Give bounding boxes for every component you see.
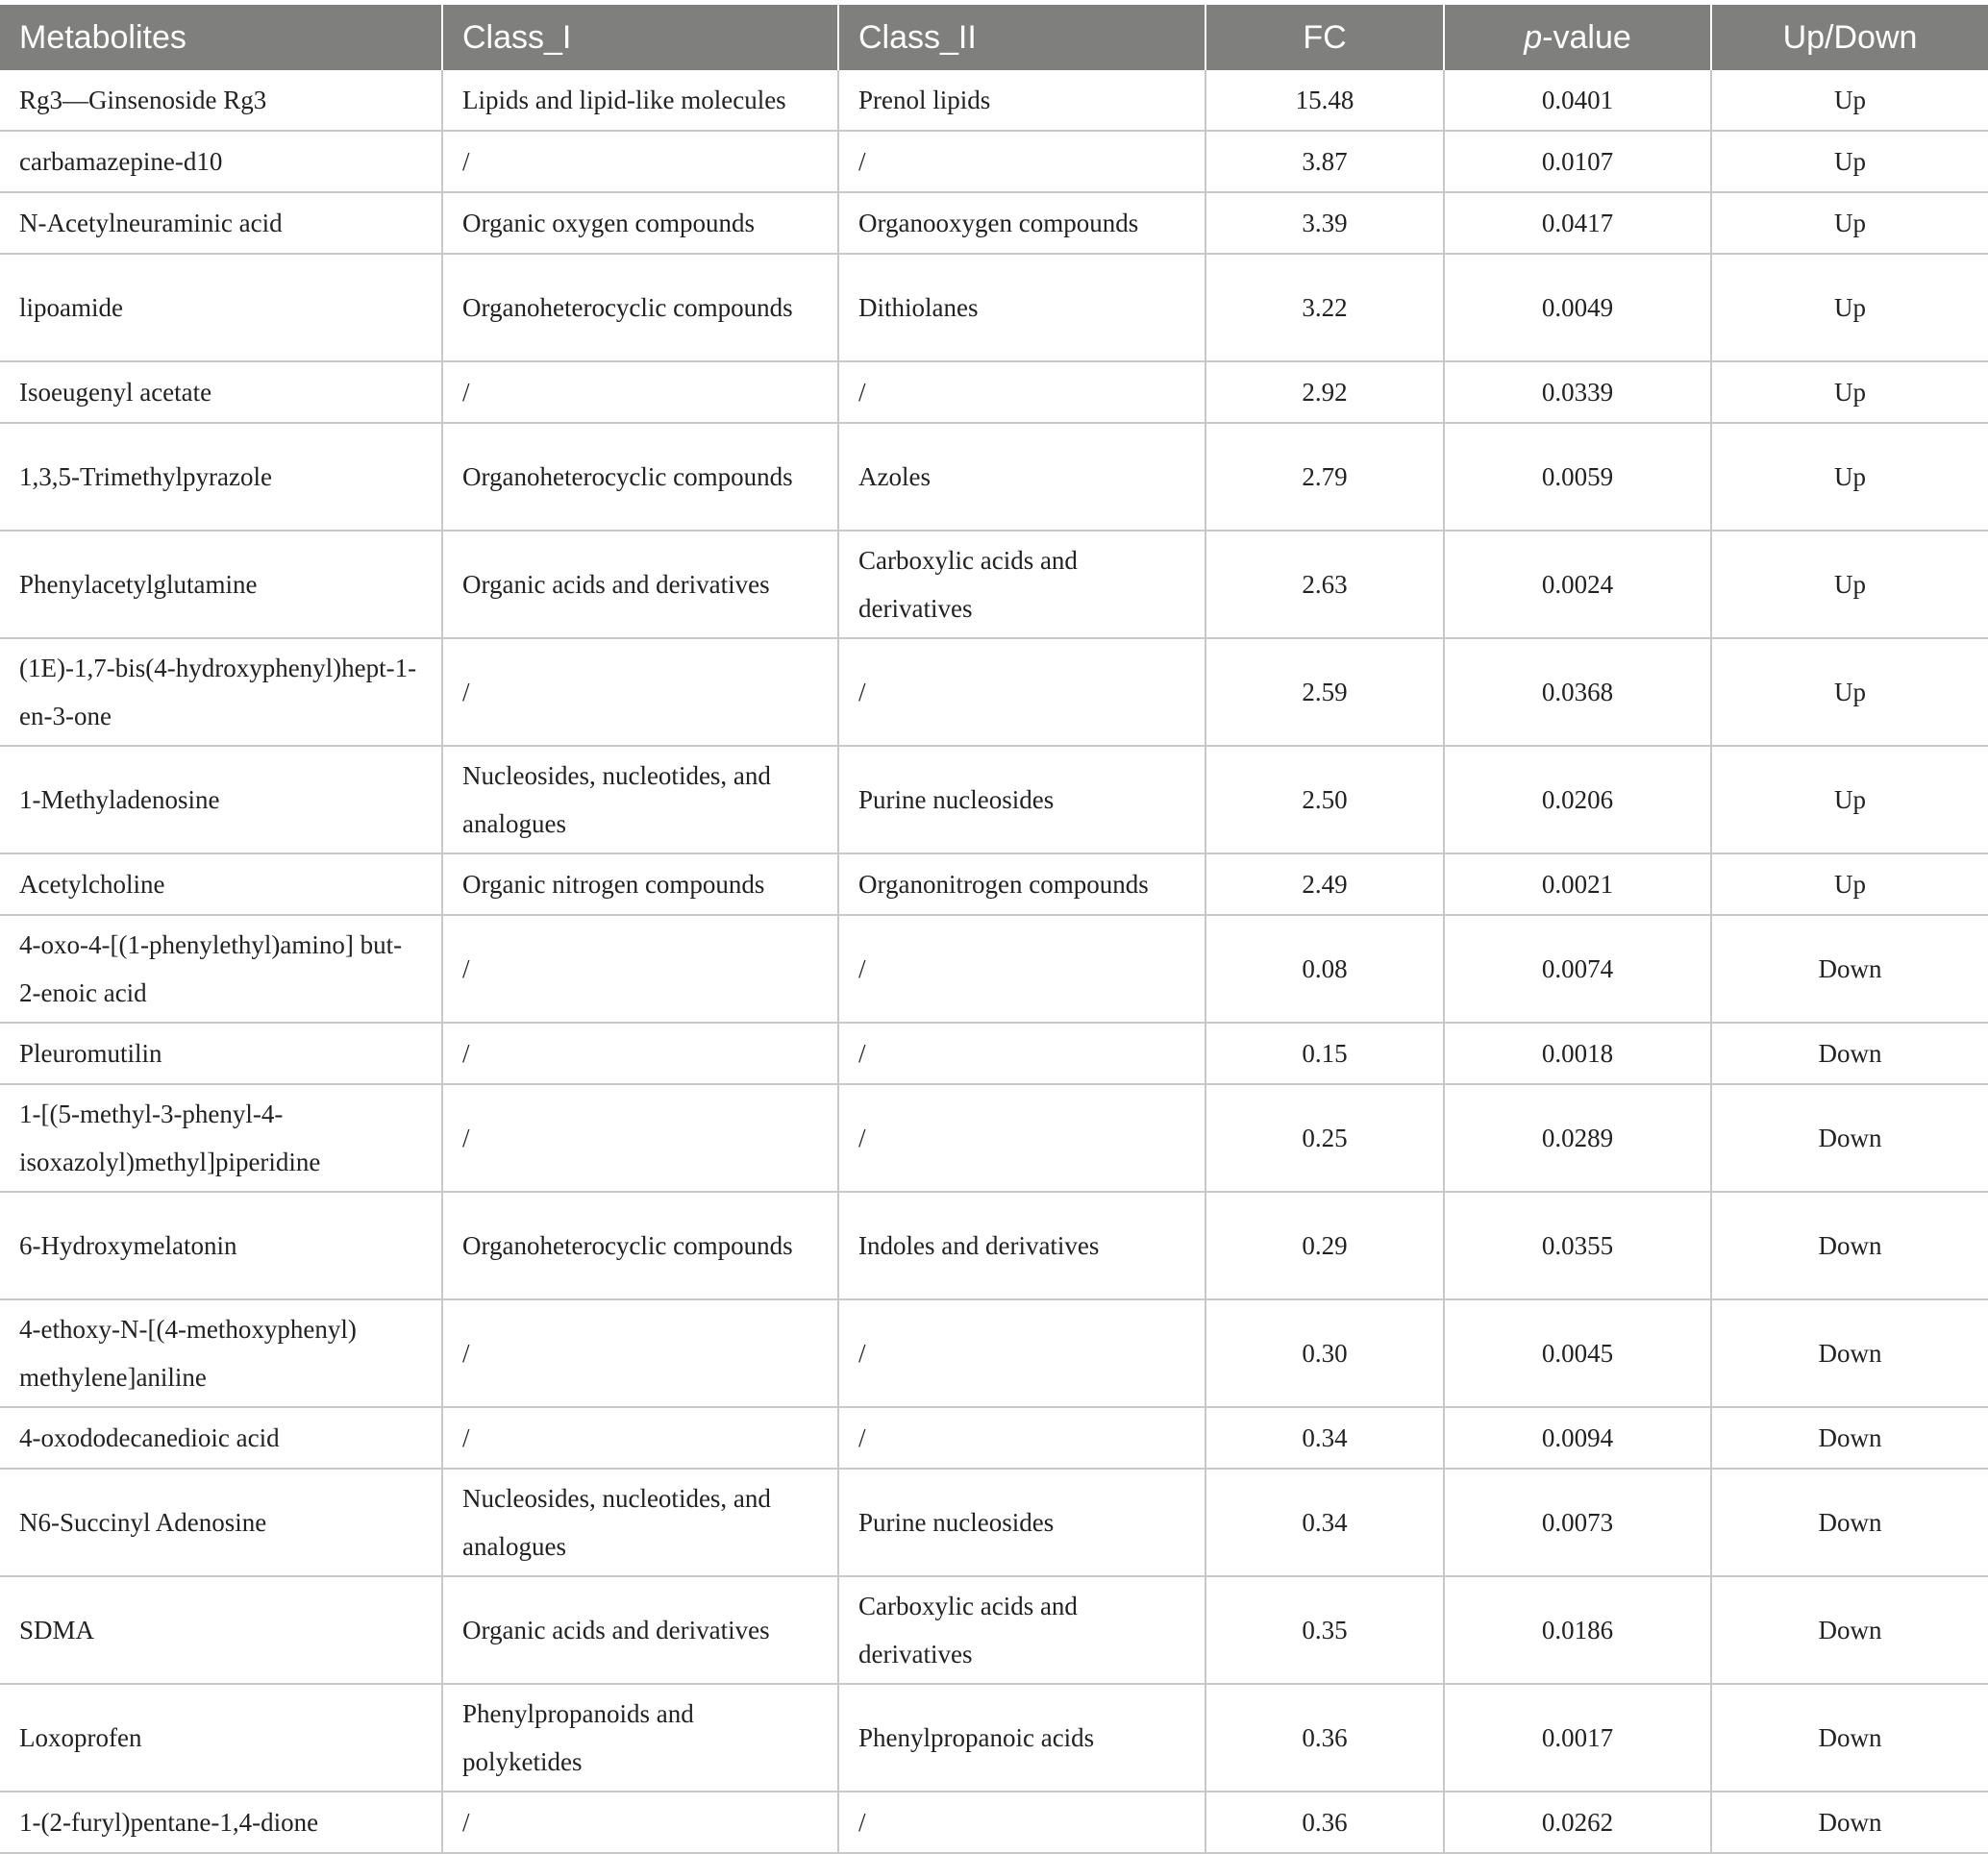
cell-metabolite: lipoamide bbox=[0, 254, 442, 361]
cell-up-down: Down bbox=[1711, 1576, 1988, 1684]
cell-p-value: 0.0021 bbox=[1444, 853, 1711, 915]
cell-up-down: Up bbox=[1711, 423, 1988, 531]
cell-p-value: 0.0339 bbox=[1444, 361, 1711, 423]
cell-class-i: / bbox=[442, 1084, 838, 1192]
cell-up-down: Up bbox=[1711, 361, 1988, 423]
cell-p-value: 0.0049 bbox=[1444, 254, 1711, 361]
cell-metabolite: 4-oxo-4-[(1-phenylethyl)amino] but-2-enoic acid bbox=[0, 915, 442, 1023]
cell-class-ii: Purine nucleosides bbox=[838, 746, 1205, 853]
table-row bbox=[0, 1792, 1988, 1853]
header-class-ii: Class_II bbox=[838, 5, 1205, 70]
cell-class-i: / bbox=[442, 1299, 838, 1407]
cell-up-down: Up bbox=[1711, 746, 1988, 853]
cell-fc: 2.50 bbox=[1205, 746, 1444, 853]
cell-fc: 0.34 bbox=[1205, 1407, 1444, 1469]
table-row bbox=[0, 192, 1988, 254]
cell-fc: 3.39 bbox=[1205, 192, 1444, 254]
table-row bbox=[0, 1299, 1988, 1407]
cell-p-value: 0.0417 bbox=[1444, 192, 1711, 254]
cell-class-i: / bbox=[442, 638, 838, 746]
cell-up-down: Down bbox=[1711, 1192, 1988, 1299]
cell-metabolite: 4-ethoxy-N-[(4-methoxyphenyl) methylene]aniline bbox=[0, 1299, 442, 1407]
cell-metabolite: 4-oxododecanedioic acid bbox=[0, 1407, 442, 1469]
cell-class-i: / bbox=[442, 915, 838, 1023]
cell-class-ii: Dithiolanes bbox=[838, 254, 1205, 361]
table-row bbox=[0, 746, 1988, 853]
cell-up-down: Down bbox=[1711, 915, 1988, 1023]
header-fc: FC bbox=[1205, 5, 1444, 70]
cell-class-i: / bbox=[442, 1792, 838, 1853]
cell-class-ii: Phenylpropanoic acids bbox=[838, 1684, 1205, 1792]
table-row bbox=[0, 131, 1988, 192]
metabolites-table-container bbox=[0, 5, 1988, 1854]
cell-class-ii: / bbox=[838, 361, 1205, 423]
cell-metabolite: carbamazepine-d10 bbox=[0, 131, 442, 192]
cell-class-ii: Organooxygen compounds bbox=[838, 192, 1205, 254]
cell-up-down: Down bbox=[1711, 1407, 1988, 1469]
cell-metabolite: 1-[(5-methyl-3-phenyl-4-isoxazolyl)methyl]piperidine bbox=[0, 1084, 442, 1192]
cell-metabolite: N6-Succinyl Adenosine bbox=[0, 1469, 442, 1576]
cell-metabolite: Phenylacetylglutamine bbox=[0, 531, 442, 638]
header-p-value bbox=[1444, 5, 1711, 70]
table-body bbox=[0, 70, 1988, 1853]
cell-fc: 2.79 bbox=[1205, 423, 1444, 531]
cell-up-down: Up bbox=[1711, 70, 1988, 131]
cell-p-value: 0.0401 bbox=[1444, 70, 1711, 131]
cell-p-value: 0.0045 bbox=[1444, 1299, 1711, 1407]
cell-up-down: Up bbox=[1711, 853, 1988, 915]
cell-class-i: / bbox=[442, 361, 838, 423]
cell-fc: 15.48 bbox=[1205, 70, 1444, 131]
cell-up-down: Up bbox=[1711, 638, 1988, 746]
cell-fc: 0.34 bbox=[1205, 1469, 1444, 1576]
cell-class-ii: Azoles bbox=[838, 423, 1205, 531]
header-p-italic: p bbox=[1524, 18, 1543, 56]
table-row bbox=[0, 70, 1988, 131]
table-row bbox=[0, 1576, 1988, 1684]
cell-class-i: / bbox=[442, 1407, 838, 1469]
cell-class-ii: Prenol lipids bbox=[838, 70, 1205, 131]
cell-fc: 0.08 bbox=[1205, 915, 1444, 1023]
cell-up-down: Up bbox=[1711, 531, 1988, 638]
cell-p-value: 0.0018 bbox=[1444, 1023, 1711, 1084]
cell-metabolite: Isoeugenyl acetate bbox=[0, 361, 442, 423]
cell-up-down: Down bbox=[1711, 1299, 1988, 1407]
header-metabolites: Metabolites bbox=[0, 5, 442, 70]
cell-metabolite: Acetylcholine bbox=[0, 853, 442, 915]
cell-fc: 0.35 bbox=[1205, 1576, 1444, 1684]
cell-class-ii: Organonitrogen compounds bbox=[838, 853, 1205, 915]
cell-class-ii: / bbox=[838, 1792, 1205, 1853]
cell-p-value: 0.0073 bbox=[1444, 1469, 1711, 1576]
table-row bbox=[0, 1407, 1988, 1469]
cell-p-value: 0.0059 bbox=[1444, 423, 1711, 531]
cell-p-value: 0.0094 bbox=[1444, 1407, 1711, 1469]
table-row bbox=[0, 853, 1988, 915]
cell-fc: 3.22 bbox=[1205, 254, 1444, 361]
cell-metabolite: (1E)-1,7-bis(4-hydroxyphenyl)hept-1-en-3-one bbox=[0, 638, 442, 746]
cell-class-i: Organic nitrogen compounds bbox=[442, 853, 838, 915]
cell-class-ii: / bbox=[838, 131, 1205, 192]
metabolites-table bbox=[0, 5, 1988, 1854]
cell-class-ii: / bbox=[838, 1084, 1205, 1192]
cell-metabolite: SDMA bbox=[0, 1576, 442, 1684]
cell-class-i: / bbox=[442, 1023, 838, 1084]
cell-p-value: 0.0368 bbox=[1444, 638, 1711, 746]
header-up-down: Up/Down bbox=[1711, 5, 1988, 70]
cell-metabolite: 6-Hydroxymelatonin bbox=[0, 1192, 442, 1299]
cell-class-i: / bbox=[442, 131, 838, 192]
header-row bbox=[0, 5, 1988, 70]
cell-class-i: Nucleosides, nucleotides, and analogues bbox=[442, 1469, 838, 1576]
table-row bbox=[0, 531, 1988, 638]
cell-up-down: Up bbox=[1711, 254, 1988, 361]
cell-metabolite: 1-Methyladenosine bbox=[0, 746, 442, 853]
cell-fc: 0.25 bbox=[1205, 1084, 1444, 1192]
table-row bbox=[0, 254, 1988, 361]
cell-metabolite: Rg3—Ginsenoside Rg3 bbox=[0, 70, 442, 131]
cell-class-ii: Carboxylic acids and derivatives bbox=[838, 531, 1205, 638]
cell-p-value: 0.0206 bbox=[1444, 746, 1711, 853]
cell-class-i: Phenylpropanoids and polyketides bbox=[442, 1684, 838, 1792]
cell-class-ii: / bbox=[838, 915, 1205, 1023]
cell-metabolite: Loxoprofen bbox=[0, 1684, 442, 1792]
cell-up-down: Down bbox=[1711, 1469, 1988, 1576]
cell-class-ii: Indoles and derivatives bbox=[838, 1192, 1205, 1299]
cell-fc: 0.30 bbox=[1205, 1299, 1444, 1407]
cell-class-i: Organic acids and derivatives bbox=[442, 1576, 838, 1684]
table-row bbox=[0, 1023, 1988, 1084]
cell-class-i: Organoheterocyclic compounds bbox=[442, 254, 838, 361]
cell-class-i: Lipids and lipid-like molecules bbox=[442, 70, 838, 131]
cell-p-value: 0.0186 bbox=[1444, 1576, 1711, 1684]
cell-p-value: 0.0107 bbox=[1444, 131, 1711, 192]
cell-class-ii: / bbox=[838, 1023, 1205, 1084]
cell-up-down: Down bbox=[1711, 1792, 1988, 1853]
cell-p-value: 0.0289 bbox=[1444, 1084, 1711, 1192]
cell-p-value: 0.0017 bbox=[1444, 1684, 1711, 1792]
cell-p-value: 0.0262 bbox=[1444, 1792, 1711, 1853]
table-row bbox=[0, 1192, 1988, 1299]
cell-class-i: Organoheterocyclic compounds bbox=[442, 423, 838, 531]
cell-fc: 2.92 bbox=[1205, 361, 1444, 423]
table-row bbox=[0, 1084, 1988, 1192]
cell-up-down: Down bbox=[1711, 1684, 1988, 1792]
header-p-rest: -value bbox=[1542, 18, 1631, 56]
cell-p-value: 0.0024 bbox=[1444, 531, 1711, 638]
cell-class-i: Organic acids and derivatives bbox=[442, 531, 838, 638]
table-row bbox=[0, 423, 1988, 531]
cell-fc: 0.36 bbox=[1205, 1792, 1444, 1853]
cell-class-ii: Carboxylic acids and derivatives bbox=[838, 1576, 1205, 1684]
cell-up-down: Down bbox=[1711, 1023, 1988, 1084]
cell-p-value: 0.0355 bbox=[1444, 1192, 1711, 1299]
table-header bbox=[0, 5, 1988, 70]
cell-class-i: Organoheterocyclic compounds bbox=[442, 1192, 838, 1299]
table-row bbox=[0, 1469, 1988, 1576]
cell-metabolite: Pleuromutilin bbox=[0, 1023, 442, 1084]
cell-class-ii: / bbox=[838, 1407, 1205, 1469]
cell-fc: 0.29 bbox=[1205, 1192, 1444, 1299]
cell-class-ii: / bbox=[838, 638, 1205, 746]
cell-fc: 2.63 bbox=[1205, 531, 1444, 638]
cell-class-ii: Purine nucleosides bbox=[838, 1469, 1205, 1576]
table-row bbox=[0, 638, 1988, 746]
cell-fc: 2.49 bbox=[1205, 853, 1444, 915]
cell-class-i: Nucleosides, nucleotides, and analogues bbox=[442, 746, 838, 853]
table-row bbox=[0, 361, 1988, 423]
cell-up-down: Down bbox=[1711, 1084, 1988, 1192]
cell-fc: 3.87 bbox=[1205, 131, 1444, 192]
cell-fc: 2.59 bbox=[1205, 638, 1444, 746]
header-class-i: Class_I bbox=[442, 5, 838, 70]
cell-fc: 0.15 bbox=[1205, 1023, 1444, 1084]
cell-up-down: Up bbox=[1711, 192, 1988, 254]
cell-metabolite: N-Acetylneuraminic acid bbox=[0, 192, 442, 254]
cell-fc: 0.36 bbox=[1205, 1684, 1444, 1792]
cell-class-ii: / bbox=[838, 1299, 1205, 1407]
cell-up-down: Up bbox=[1711, 131, 1988, 192]
table-row bbox=[0, 1684, 1988, 1792]
table-row bbox=[0, 915, 1988, 1023]
cell-class-i: Organic oxygen compounds bbox=[442, 192, 838, 254]
cell-metabolite: 1-(2-furyl)pentane-1,4-dione bbox=[0, 1792, 442, 1853]
cell-metabolite: 1,3,5-Trimethylpyrazole bbox=[0, 423, 442, 531]
cell-p-value: 0.0074 bbox=[1444, 915, 1711, 1023]
